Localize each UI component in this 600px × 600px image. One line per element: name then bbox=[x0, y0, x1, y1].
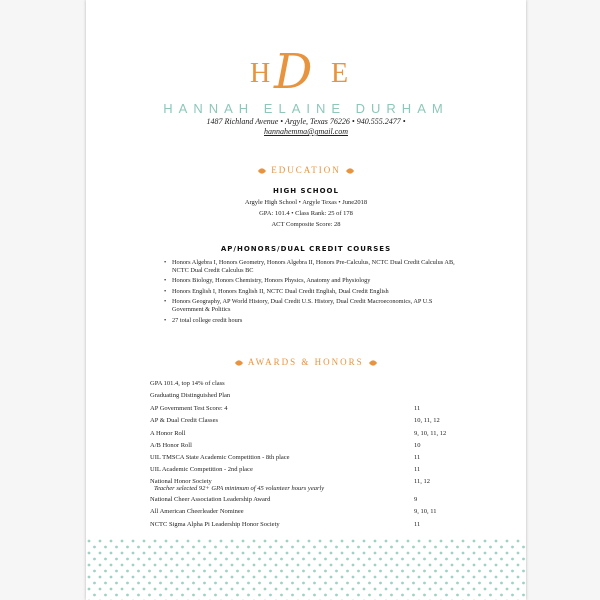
school-heading: HIGH SCHOOL bbox=[273, 187, 339, 195]
resume-page: H D E HANNAH ELAINE DURHAM 1487 Richland Avenue • Argyle, Texas 76226 • 940.555.2477 • hannahemma@gmail.com EDUCATION HIGH SCHOOL Argyle High School • Argyle Texas • June2018 GPA: 101.4 • Class Rank: 25 of 178 ACT Composite Score: 28 AP/HONORS/DUAL CREDIT COURSES • Honors Algebra I, Honors Geometry, Honors Algebra II, Honors Pre-Calculus, NCTC Dual Credit Calculus AB, NCTC Dual Credit Calculus BC • Honors Biology, Honors Chemistry, Honors Physics, Anatomy and Physiology • Honors English I, Honors English II, NCTC Dual Credit English, Dual Credit English • Honors Geography, AP World History, Dual Credit U.S. History, Dual Credit Macroeconomics, AP U.S Government & Politics • 27 total college credit hours AWARDS & HONORS GPA 101.4, top 14% of class Graduating Distinguished Plan AP Government Test Score: 4 11 AP & Dual Credit Classes 10, 11, 12 A Honor Roll 9, 10, 11, 12 A/B Honor Roll 10 UIL TMSCA State Academic Competition - 8th place 11 UIL Academic Competition - 2nd place 11 National Honor Society 11, 12 Teacher selected 92+ GPA minimum of 45 volunteer hours yearly National Cheer Association Leadership Award 9 All American Cheerleader Nominee 9, 10, 11 NCTC Sigma Alpha Pi Leadership Honor Society 11 bbox=[86, 0, 526, 600]
education-section-title bbox=[86, 165, 526, 175]
school-line: Argyle High School • Argyle Texas • June2018 bbox=[244, 199, 368, 206]
act-line: ACT Composite Score: 28 bbox=[271, 221, 341, 228]
award-note: Teacher selected 92+ GPA minimum of 45 volunteer hours yearly bbox=[154, 485, 325, 492]
courses-list bbox=[158, 259, 464, 327]
courses-heading: AP/HONORS/DUAL CREDIT COURSES bbox=[220, 245, 392, 253]
candidate-name: HANNAH ELAINE DURHAM bbox=[163, 101, 449, 116]
contact-address: 1487 Richland Avenue • Argyle, Texas 76226 • 940.555.2477 • bbox=[206, 117, 406, 126]
monogram-middle-initial: E bbox=[331, 58, 350, 89]
awards-section-title bbox=[86, 357, 526, 367]
list-item: • Honors Geography, AP World History, Dual Credit U.S. History, Dual Credit Macroeconomics, AP U.S Government & Politics bbox=[164, 298, 433, 313]
list-item: • 27 total college credit hours bbox=[164, 316, 243, 324]
right-ornament-icon bbox=[345, 167, 355, 175]
monogram-last-initial: D bbox=[274, 44, 313, 100]
gpa-line: GPA: 101.4 • Class Rank: 25 of 178 bbox=[259, 210, 353, 217]
contact-email[interactable]: hannahemma@gmail.com bbox=[263, 127, 348, 136]
monogram-first-initial: H bbox=[250, 58, 272, 89]
list-item: • Honors Biology, Honors Chemistry, Honors Physics, Anatomy and Physiology bbox=[164, 277, 371, 285]
list-item: • Honors Algebra I, Honors Geometry, Honors Algebra II, Honors Pre-Calculus, NCTC Dual Credit Calculus AB, NCTC Dual Credit Calculus BC bbox=[164, 259, 455, 274]
right-ornament-icon bbox=[368, 359, 378, 367]
dot-pattern-footer bbox=[86, 538, 526, 600]
list-item: • Honors English I, Honors English II, NCTC Dual Credit English, Dual Credit English bbox=[164, 287, 389, 295]
left-ornament-icon bbox=[234, 359, 244, 367]
left-ornament-icon bbox=[257, 167, 267, 175]
awards-title-text: AWARDS & HONORS bbox=[247, 357, 364, 367]
monogram bbox=[86, 44, 526, 100]
education-title-text: EDUCATION bbox=[271, 165, 341, 175]
